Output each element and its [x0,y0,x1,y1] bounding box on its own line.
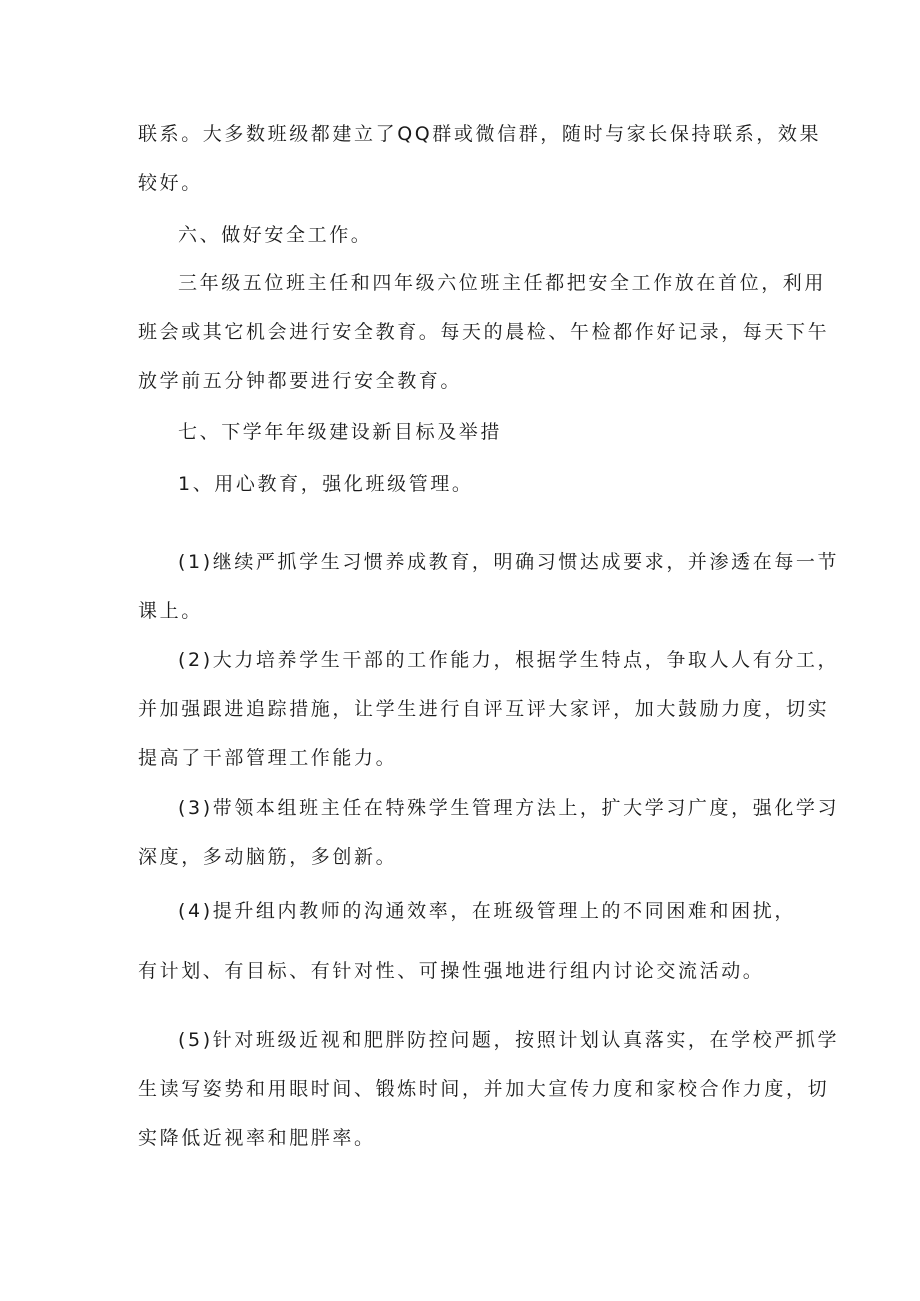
section-heading: 六、做好安全工作。 [178,224,373,246]
paragraph-line: (1)继续严抓学生习惯养成教育，明确习惯达成要求，并渗透在每一节 [178,551,840,573]
paragraph-line: (2)大力培养学生干部的工作能力，根据学生特点，争取人人有分工， [178,649,840,671]
paragraph-line: (4)提升组内教师的沟通效率，在班级管理上的不同困难和困扰， [178,900,796,922]
paragraph-line: 班会或其它机会进行安全教育。每天的晨检、午检都作好记录，每天下午 [138,321,830,343]
paragraph-line: 放学前五分钟都要进行安全教育。 [138,370,463,392]
paragraph-line: 并加强跟进追踪措施，让学生进行自评互评大家评，加大鼓励力度，切实 [138,698,830,720]
section-heading: 七、下学年年级建设新目标及举措 [178,421,503,443]
paragraph-line: (3)带领本组班主任在特殊学生管理方法上，扩大学习广度，强化学习 [178,797,840,819]
paragraph-line: 三年级五位班主任和四年级六位班主任都把安全工作放在首位，利用 [178,272,827,294]
subsection-heading: 1、用心教育，强化班级管理。 [178,473,474,495]
paragraph-line: 课上。 [138,600,203,622]
paragraph-line: 实降低近视率和肥胖率。 [138,1127,376,1149]
paragraph-line: 有计划、有目标、有针对性、可操性强地进行组内讨论交流活动。 [138,960,765,982]
paragraph-line: 联系。大多数班级都建立了QQ群或微信群，随时与家长保持联系，效果 [138,123,822,145]
paragraph-line: 深度，多动脑筋，多创新。 [138,846,398,868]
paragraph-line: 提高了干部管理工作能力。 [138,747,398,769]
paragraph-line: 较好。 [138,172,203,194]
paragraph-line: 生读写姿势和用眼时间、锻炼时间，并加大宣传力度和家校合作力度，切 [138,1078,830,1100]
paragraph-line: (5)针对班级近视和肥胖防控问题，按照计划认真落实，在学校严抓学 [178,1029,840,1051]
